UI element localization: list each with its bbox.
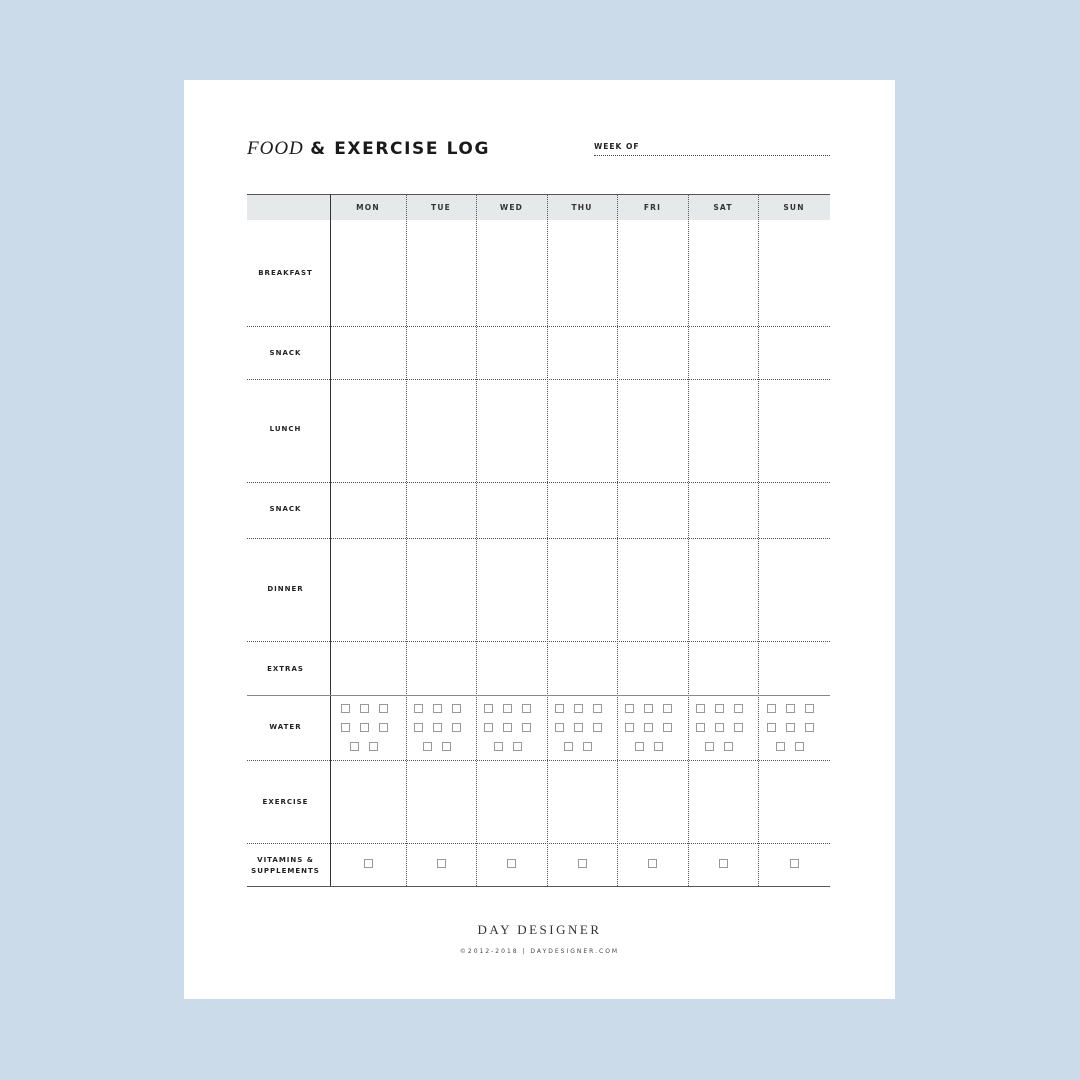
table-header: [247, 194, 830, 220]
row-label-vitamins-line2: SUPPLEMENTS: [251, 867, 320, 875]
water-checkbox-thu[interactable]: [593, 723, 602, 732]
label-column-divider: [330, 194, 331, 886]
row-label-lunch: LUNCH: [269, 425, 302, 433]
row-divider: [247, 326, 830, 327]
water-checkbox-fri[interactable]: [663, 723, 672, 732]
water-checkbox-sat[interactable]: [715, 723, 724, 732]
water-checkbox-thu[interactable]: [555, 704, 564, 713]
water-checkbox-tue[interactable]: [414, 723, 423, 732]
water-checkbox-tue[interactable]: [423, 742, 432, 751]
day-divider: [758, 194, 759, 886]
water-checkbox-thu[interactable]: [574, 723, 583, 732]
day-divider: [547, 194, 548, 886]
day-divider: [406, 194, 407, 886]
water-checkbox-sun[interactable]: [776, 742, 785, 751]
water-checkbox-mon[interactable]: [360, 723, 369, 732]
water-checkbox-fri[interactable]: [625, 723, 634, 732]
row-label-exercise: EXERCISE: [262, 798, 309, 806]
vitamins-checkbox-thu[interactable]: [578, 859, 587, 868]
day-header-tue: TUE: [431, 203, 451, 212]
water-checkbox-fri[interactable]: [625, 704, 634, 713]
vitamins-checkbox-mon[interactable]: [364, 859, 373, 868]
week-of-field[interactable]: [594, 142, 830, 156]
water-checkbox-fri[interactable]: [654, 742, 663, 751]
day-header-mon: MON: [356, 203, 380, 212]
water-checkbox-fri[interactable]: [635, 742, 644, 751]
water-checkbox-tue[interactable]: [433, 704, 442, 713]
row-label-snack-am: SNACK: [269, 349, 302, 357]
water-checkbox-fri[interactable]: [663, 704, 672, 713]
water-checkbox-tue[interactable]: [442, 742, 451, 751]
water-checkbox-mon[interactable]: [360, 704, 369, 713]
water-checkbox-wed[interactable]: [503, 704, 512, 713]
water-checkbox-thu[interactable]: [564, 742, 573, 751]
water-checkbox-mon[interactable]: [341, 723, 350, 732]
row-divider: [247, 695, 830, 696]
row-label-vitamins-line1: VITAMINS &: [257, 856, 314, 864]
title-rest: & EXERCISE LOG: [310, 139, 491, 159]
water-checkbox-thu[interactable]: [555, 723, 564, 732]
week-of-label: WEEK OF: [594, 142, 640, 151]
row-label-dinner: DINNER: [267, 585, 304, 593]
copyright-text: ©2012-2018 | DAYDESIGNER.COM: [459, 948, 620, 955]
vitamins-checkbox-fri[interactable]: [648, 859, 657, 868]
water-checkbox-wed[interactable]: [522, 704, 531, 713]
row-divider: [247, 760, 830, 761]
water-checkbox-tue[interactable]: [433, 723, 442, 732]
water-checkbox-sun[interactable]: [805, 723, 814, 732]
day-header-wed: WED: [499, 203, 524, 212]
title-italic: FOOD: [247, 138, 304, 159]
day-divider: [688, 194, 689, 886]
water-checkbox-sat[interactable]: [724, 742, 733, 751]
water-checkbox-sun[interactable]: [786, 723, 795, 732]
water-checkbox-fri[interactable]: [644, 704, 653, 713]
row-divider: [247, 538, 830, 539]
water-checkbox-mon[interactable]: [341, 704, 350, 713]
water-checkbox-tue[interactable]: [452, 723, 461, 732]
row-label-water: WATER: [269, 723, 302, 731]
water-checkbox-wed[interactable]: [522, 723, 531, 732]
day-header-sat: SAT: [713, 203, 733, 212]
water-checkbox-sat[interactable]: [715, 704, 724, 713]
row-label-snack-pm: SNACK: [269, 505, 302, 513]
row-divider: [247, 843, 830, 844]
water-checkbox-wed[interactable]: [494, 742, 503, 751]
water-checkbox-sun[interactable]: [795, 742, 804, 751]
row-divider: [247, 641, 830, 642]
row-label-breakfast: BREAKFAST: [258, 269, 313, 277]
day-header-fri: FRI: [643, 203, 662, 212]
vitamins-checkbox-tue[interactable]: [437, 859, 446, 868]
water-checkbox-fri[interactable]: [644, 723, 653, 732]
water-checkbox-sun[interactable]: [786, 704, 795, 713]
water-checkbox-mon[interactable]: [350, 742, 359, 751]
water-checkbox-sat[interactable]: [696, 723, 705, 732]
water-checkbox-thu[interactable]: [574, 704, 583, 713]
log-sheet: [184, 80, 895, 999]
brand-logo: DAY DESIGNER: [477, 922, 602, 937]
week-of-input-line[interactable]: [594, 154, 830, 156]
water-checkbox-sun[interactable]: [805, 704, 814, 713]
water-checkbox-sat[interactable]: [734, 723, 743, 732]
table-bottom-border: [247, 886, 830, 887]
water-checkbox-tue[interactable]: [452, 704, 461, 713]
water-checkbox-mon[interactable]: [379, 723, 388, 732]
water-checkbox-sat[interactable]: [705, 742, 714, 751]
water-checkbox-thu[interactable]: [593, 704, 602, 713]
day-header-sun: SUN: [783, 203, 805, 212]
water-checkbox-wed[interactable]: [484, 704, 493, 713]
water-checkbox-wed[interactable]: [503, 723, 512, 732]
water-checkbox-wed[interactable]: [484, 723, 493, 732]
water-checkbox-sun[interactable]: [767, 723, 776, 732]
row-divider: [247, 379, 830, 380]
day-header-thu: THU: [571, 203, 593, 212]
page-title: [247, 138, 490, 160]
vitamins-checkbox-sun[interactable]: [790, 859, 799, 868]
day-divider: [476, 194, 477, 886]
vitamins-checkbox-sat[interactable]: [719, 859, 728, 868]
water-checkbox-sat[interactable]: [696, 704, 705, 713]
water-checkbox-mon[interactable]: [369, 742, 378, 751]
row-label-extras: EXTRAS: [267, 665, 304, 673]
row-label-vitamins: [247, 855, 324, 877]
water-checkbox-tue[interactable]: [414, 704, 423, 713]
water-checkbox-thu[interactable]: [583, 742, 592, 751]
water-checkbox-mon[interactable]: [379, 704, 388, 713]
water-checkbox-sun[interactable]: [767, 704, 776, 713]
day-divider: [617, 194, 618, 886]
row-divider: [247, 482, 830, 483]
water-checkbox-sat[interactable]: [734, 704, 743, 713]
vitamins-checkbox-wed[interactable]: [507, 859, 516, 868]
water-checkbox-wed[interactable]: [513, 742, 522, 751]
